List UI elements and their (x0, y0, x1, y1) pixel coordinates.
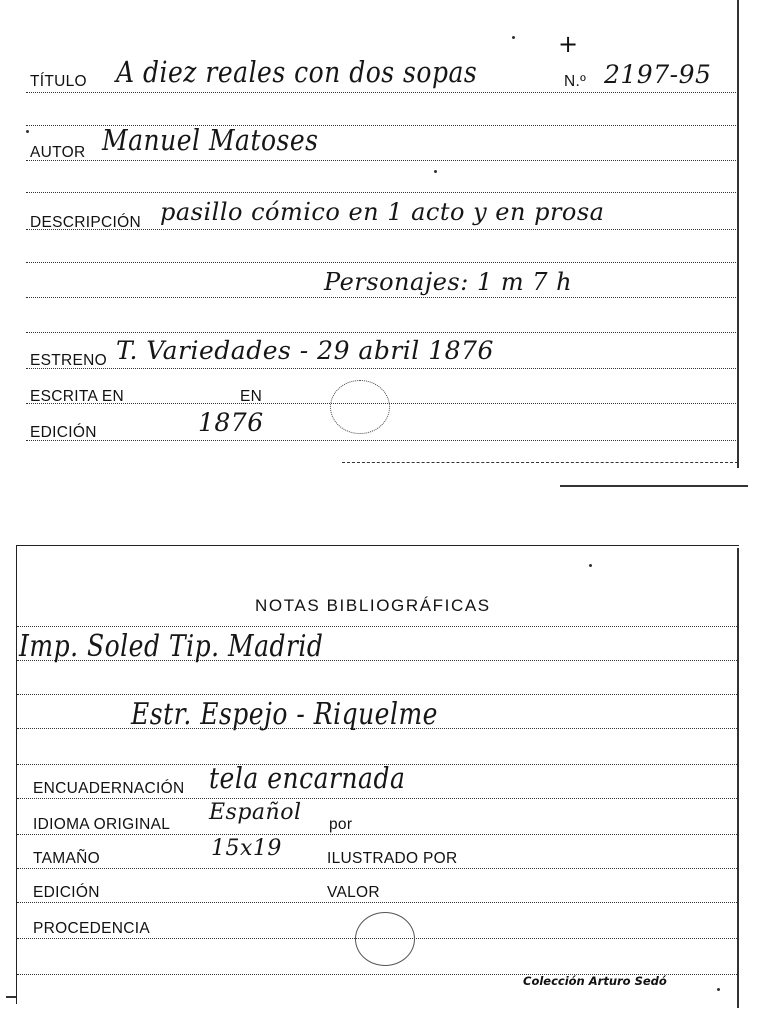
autor-value: Manuel Matoses (102, 123, 319, 157)
numero-label: N.º (564, 73, 587, 90)
ilustrado-label: ILUSTRADO POR (327, 850, 458, 867)
edicion-label: EDICIÓN (33, 884, 100, 901)
edicion-value: 1876 (198, 408, 264, 437)
edicion-label: EDICIÓN (30, 424, 97, 441)
ink-speck (434, 170, 437, 173)
dotted-rule (26, 440, 738, 441)
descripcion-label: DESCRIPCIÓN (30, 214, 141, 231)
catalog-card-bottom (16, 545, 739, 1004)
ink-speck (26, 130, 29, 133)
ink-speck (589, 564, 592, 567)
note-line-1: Imp. Soled Tip. Madrid (19, 628, 324, 663)
dotted-rule (26, 262, 738, 263)
personajes-value: Personajes: 1 m 7 h (324, 268, 573, 296)
note-line-2: Estr. Espejo - Riquelme (131, 696, 438, 731)
descripcion-value: pasillo cómico en 1 acto y en prosa (160, 198, 605, 226)
encuadernacion-label: ENCUADERNACIÓN (33, 780, 185, 797)
titulo-label: TÍTULO (30, 73, 87, 90)
stamp-circle (355, 912, 415, 966)
card-border (560, 485, 748, 487)
plus-mark: + (558, 30, 579, 58)
dotted-rule (26, 192, 738, 193)
encuadernacion-value: tela encarnada (209, 761, 406, 795)
titulo-value: A diez reales con dos sopas (116, 55, 478, 89)
notas-heading: NOTAS BIBLIOGRÁFICAS (255, 596, 491, 615)
numero-value: 2197-95 (604, 60, 712, 89)
dotted-rule (26, 368, 738, 369)
ink-speck (512, 36, 515, 39)
dotted-rule (342, 462, 738, 463)
por-label: por (329, 816, 353, 833)
dotted-rule (26, 332, 738, 333)
autor-label: AUTOR (30, 144, 86, 161)
dotted-rule (17, 868, 739, 869)
dotted-rule (26, 297, 738, 298)
escrita-en-label: ESCRITA EN (30, 388, 125, 405)
procedencia-label: PROCEDENCIA (33, 920, 150, 937)
dotted-rule (26, 160, 738, 161)
idioma-label: IDIOMA ORIGINAL (33, 816, 171, 833)
valor-label: VALOR (327, 884, 380, 901)
dotted-rule (17, 902, 739, 903)
collection-credit: Colección Arturo Sedó (523, 974, 667, 988)
estreno-label: ESTRENO (30, 352, 108, 369)
estreno-value: T. Variedades - 29 abril 1876 (116, 336, 494, 365)
tamano-value: 15x19 (211, 836, 282, 861)
dotted-rule (17, 834, 739, 835)
en-label: EN (240, 388, 263, 405)
dotted-rule (17, 626, 739, 627)
idioma-value: Español (209, 800, 302, 825)
ink-speck (717, 988, 720, 991)
tamano-label: TAMAÑO (33, 850, 100, 867)
catalog-card-top (12, 0, 740, 470)
stamp-circle (330, 380, 390, 434)
dotted-rule (17, 798, 739, 799)
dotted-rule (26, 92, 738, 93)
edge-mark (6, 996, 16, 998)
dotted-rule (17, 694, 739, 695)
